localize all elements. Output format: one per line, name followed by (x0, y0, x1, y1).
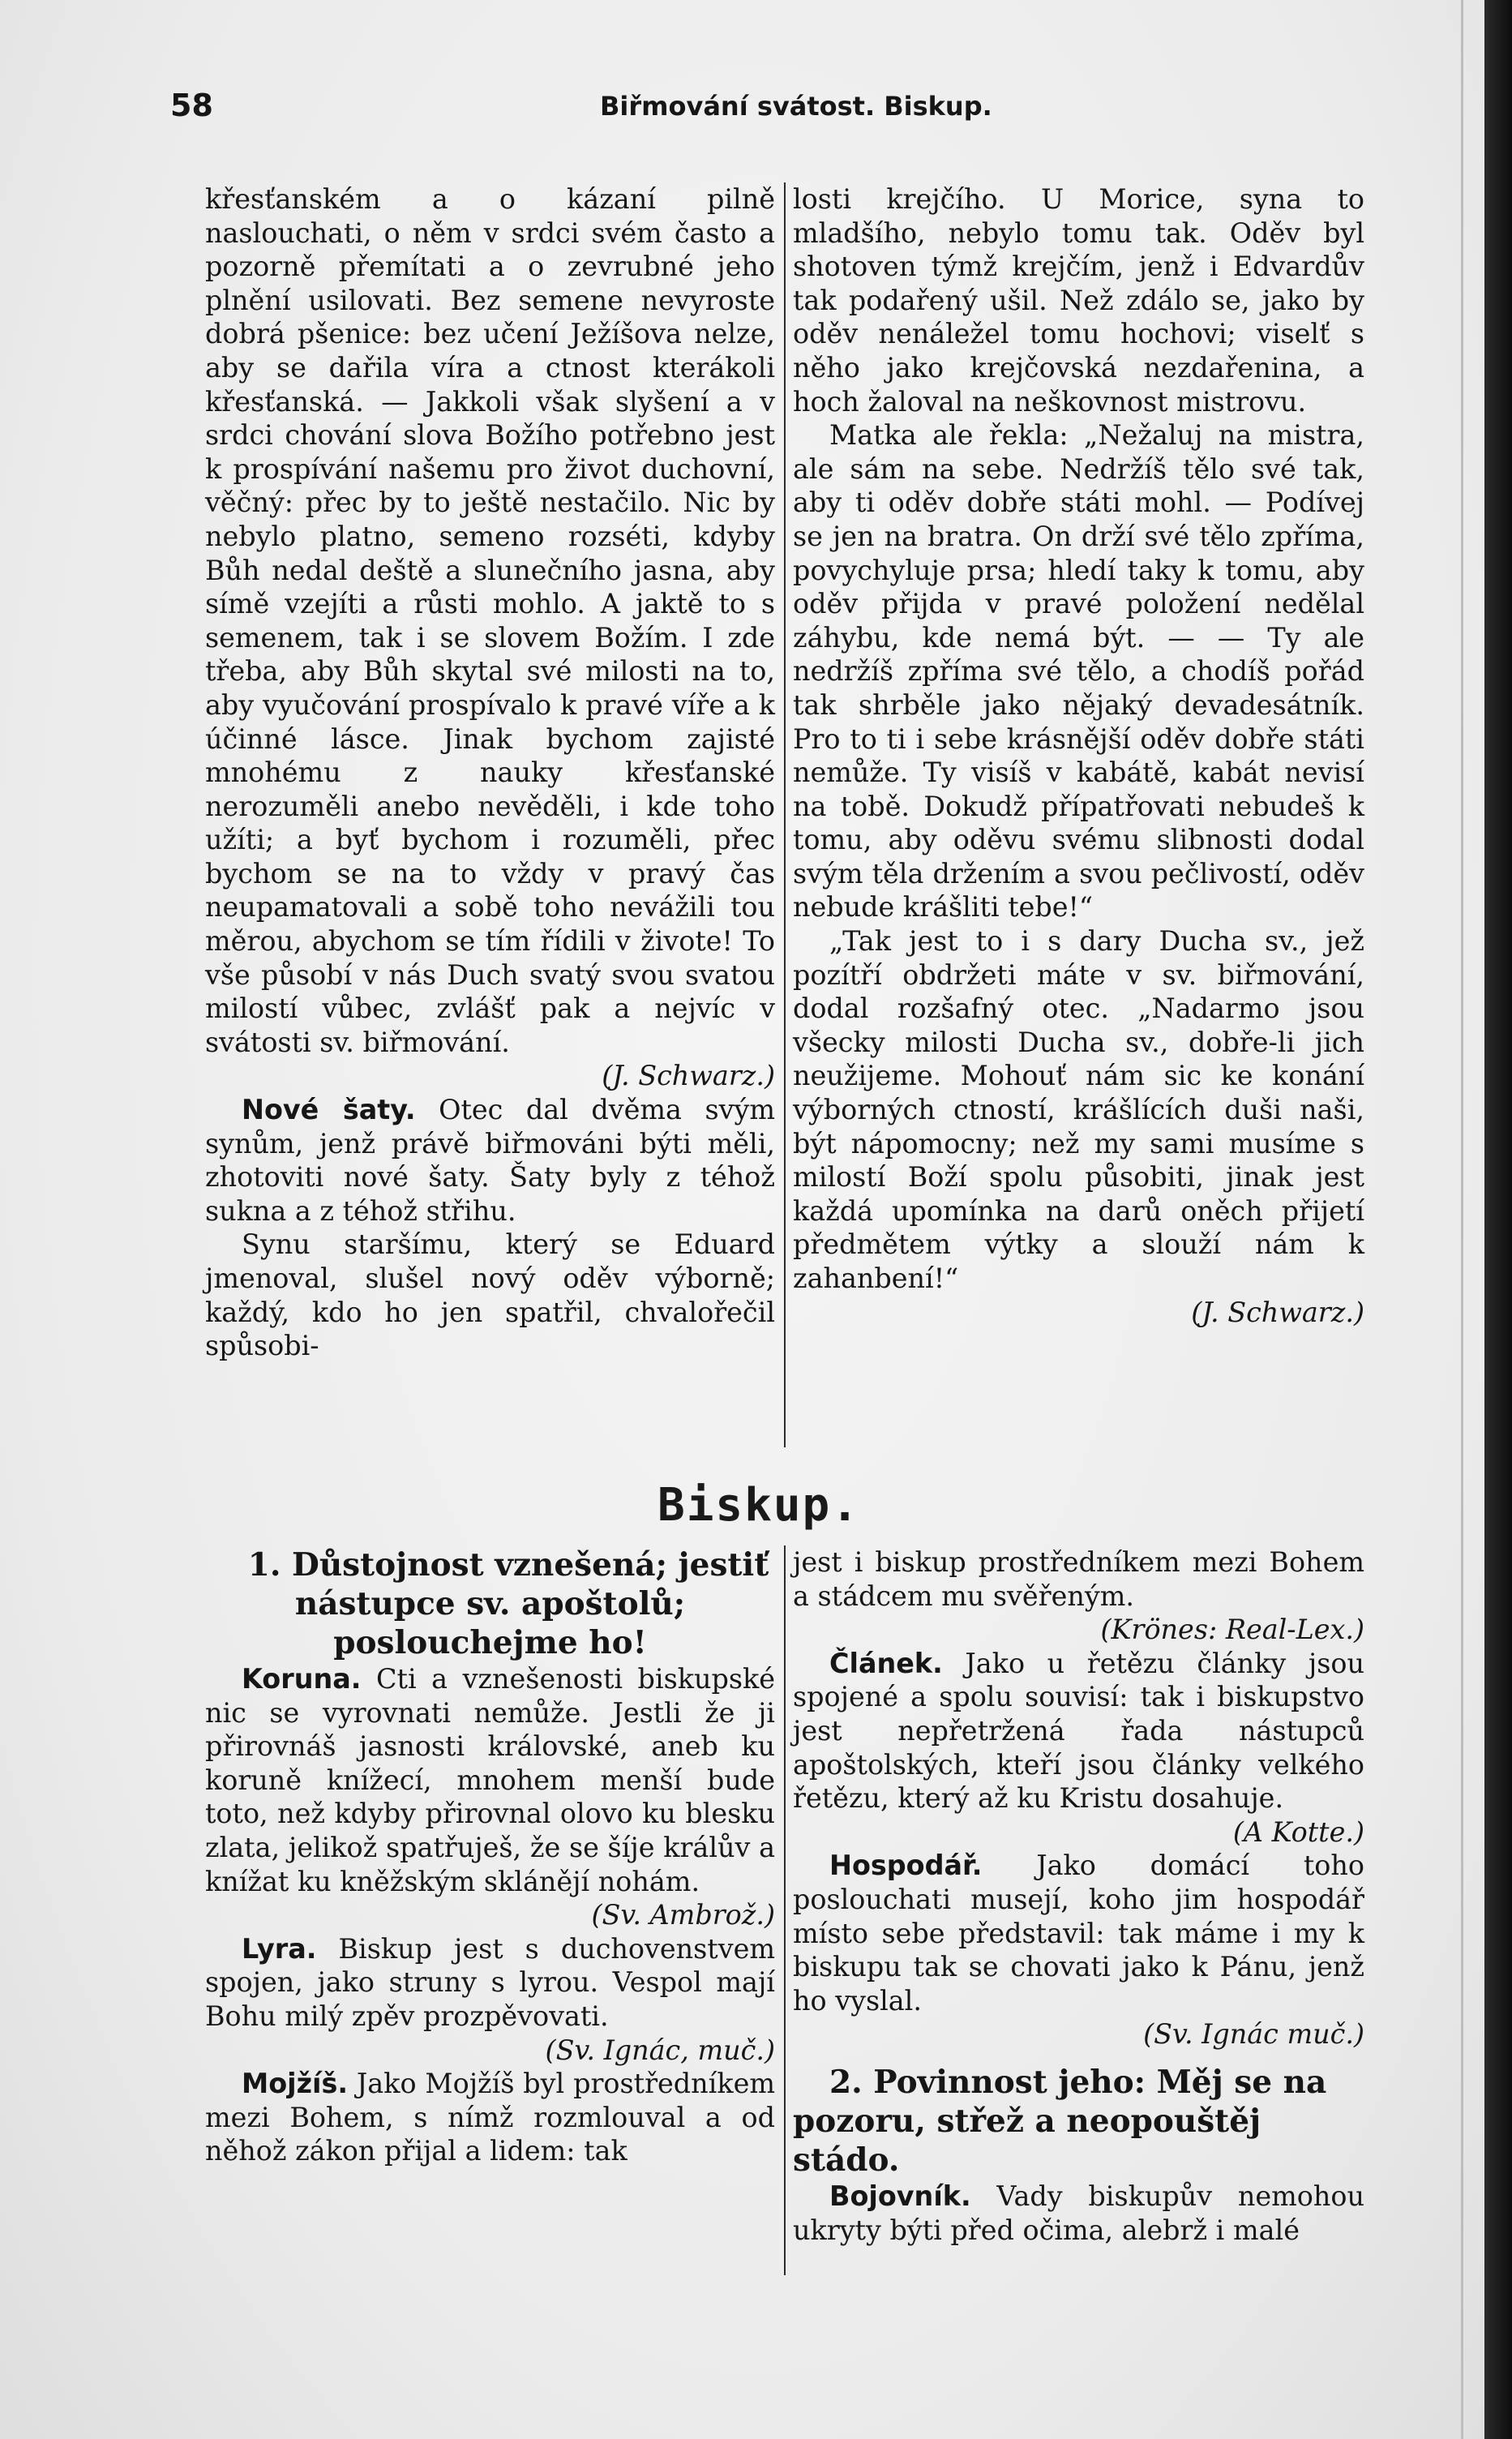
source-citation: (Sv. Ignác muč.) (1143, 2018, 1364, 2051)
paragraph-text: Vady biskupův nemohou ukryty býti před očima, alebrž i malé (793, 2180, 1364, 2246)
subheading: Mojžíš. (242, 2068, 349, 2100)
paragraph (793, 2180, 1364, 2247)
subheading: Hospodář. (829, 1850, 983, 1882)
paragraph-text: Biskup jest s duchovenstvem spojen, jako struny s lyrou. Vespol mají Bohu milý zpěv prozpěvovati. (205, 1932, 775, 2032)
paragraph: křesťanském a o kázaní pilně naslouchati, o něm v srdci svém často a pozorně přemítati a o zevrubné jeho plnění usilovati. Bez semene nevyroste dobrá pšenice: bez učení Ježíšova nelze, aby se dařila víra a ctnost kterákoli křesťanská. — Jakkoli však slyšení a v srdci chování slova Božího potřebno jest k prospívání našemu pro život duchovní, věčný: přec by to ještě nestačilo. Nic by nebylo platno, semeno rozséti, kdyby Bůh nedal deště a slunečního jasna, aby símě vzejíti a růsti mohlo. A jaktě to s semenem, tak i se slovem Božím. I zde třeba, aby Bůh skytal své milosti na to, aby vyučování prospívalo k pravé víře a k účinné lásce. Jinak bychom zajisté mnohému z nauky křesťanské nerozuměli anebo nevěděli, i kde toho užíti; a byť bychom i rozuměli, přec bychom se na to vždy v pravý čas neupamatovali a sobě toho nevážili tou měrou, abychom se tím řídili v živote! To vše působí v nás Duch svatý svou svatou milostí vůbec, zvlášť pak a nejvíc v svátosti sv. biřmování. (205, 183, 775, 1058)
page-binding-edge (1484, 0, 1512, 2439)
paragraph-text: Jako u řetězu články jsou spojené a spolu souvisí: tak i biskupstvo jest nepřetržená řada nástupců apoštolských, kteří jsou články velkého řetězu, který až ku Kristu dosahuje. (793, 1647, 1364, 1815)
paragraph (205, 2067, 775, 2168)
subheading: Koruna. (242, 1663, 362, 1695)
subheading: Lyra. (242, 1932, 317, 1965)
section-title: 2. Povinnost jeho: Měj se na pozoru, střež a neopouštěj stádo. (793, 2063, 1327, 2179)
subheading: Nové šaty. (242, 1094, 416, 1126)
left-column-bottom (205, 1545, 775, 2168)
paragraph (205, 1932, 775, 2034)
source-citation: (J. Schwarz.) (1191, 1296, 1364, 1328)
paragraph-text: Jako domácí toho poslouchati musejí, koho jim hospodář místo sebe představil: tak máme i my k biskupu tak se chovati jako k Pánu, jenž ho vyslal. (793, 1850, 1364, 2017)
source-citation: (A Kotte.) (1232, 1815, 1364, 1848)
column-rule-bottom (784, 1545, 786, 2275)
paragraph: Synu staršímu, který se Eduard jmenoval, slušel nový oděv výborně; každý, kdo ho jen spatřil, chvalořečil spůsobi- (205, 1228, 775, 1362)
subheading: Článek. (829, 1647, 943, 1679)
page-number: 58 (170, 88, 213, 123)
column-rule-top (784, 182, 786, 1447)
paragraph-text: Jako Mojžíš byl prostředníkem mezi Bohem, s nímž rozmlouval a od něhož zákon přijal a lidem: tak (205, 2068, 775, 2167)
paragraph (205, 1662, 775, 1898)
paragraph-text: Otec dal dvěma svým synům, jenž právě biřmováni býti měli, zhotoviti nové šaty. Šaty byly z téhož sukna a z téhož střihu. (205, 1094, 775, 1227)
paragraph: „Tak jest to i s dary Ducha sv., jež pozítří obdržeti máte v sv. biřmování, dodal rozšafný otec. „Nadarmo jsou všecky milosti Ducha sv., dobře-li jich neužijeme. Mohouť nám sic ke konání výborných ctností, krášlících duši naši, být nápomocny; než my sami musíme s milostí Boží spolu působiti, jinak jest každá upomínka na darů oněch přijetí předmětem výtky a slouží nám k zahanbení!“ (793, 925, 1364, 1294)
left-column-top (205, 182, 775, 1363)
section-heading: Biskup. (657, 1479, 860, 1532)
paragraph: Matka ale řekla: „Nežaluj na mistra, ale sám na sebe. Nedržíš tělo své tak, aby ti oděv dobře státi mohl. — Podívej se jen na bratra. On drží své tělo zpříma, povychyluje prsa; hledí taky k tomu, aby oděv přijda v pravé položení nedělal záhybu, kde nemá být. — — Ty ale nedržíš zpříma své tělo, a chodíš pořád tak shrběle jako nějaký devadesátník. Pro to ti i sebe krásnější oděv dobře státi nemůže. Ty visíš v kabátě, kabát nevisí na tobě. Dokudž přípatřovati nebudeš k tomu, aby oděvu svému slibnosti dodal svým těla držením a svou pečlivostí, oděv nebude krášliti tebe!“ (793, 419, 1364, 924)
source-citation: (Sv. Ambrož.) (591, 1899, 775, 1931)
source-citation: (J. Schwarz.) (602, 1060, 775, 1092)
paragraph-text: Cti a vznešenosti biskupské nic se vyrovnati nemůže. Jestli že ji přirovnáš jasnosti královské, aneb ku koruně knížecí, mnohem menší bude toto, než kdyby přirovnal olovo ku blesku zlata, jelikož spatřuješ, že se šíje králův a knížat ku kněžským sklánějí nohám. (205, 1663, 775, 1897)
source-citation: (Krönes: Real-Lex.) (1100, 1614, 1364, 1646)
page-edge-line (1461, 0, 1463, 2439)
paragraph: losti krejčího. U Morice, syna to mladšího, nebylo tomu tak. Oděv byl shotoven týmž krejčím, jenž i Edvardův tak podařený ušil. Než zdálo se, jako by oděv nenáležel tomu hochovi; viselť s něho jako krejčovská nezdařenina, a hoch žaloval na neškovnost mistrovu. (793, 183, 1364, 418)
subheading: Bojovník. (829, 2180, 971, 2212)
running-title: Biřmování svátost. Biskup. (600, 91, 992, 122)
paragraph (793, 1647, 1364, 1815)
section-title: 1. Důstojnost vznešená; jestiť nástupce sv. apoštolů; poslouchejme ho! (247, 1546, 769, 1661)
paragraph (793, 1849, 1364, 2017)
paragraph: jest i biskup prostředníkem mezi Bohem a stádcem mu svěřeným. (793, 1546, 1364, 1612)
page-header (170, 88, 1386, 136)
source-citation: (Sv. Ignác, muč.) (545, 2034, 775, 2066)
right-column-bottom (793, 1545, 1364, 2247)
right-column-top (793, 182, 1364, 1329)
paragraph (205, 1093, 775, 1228)
